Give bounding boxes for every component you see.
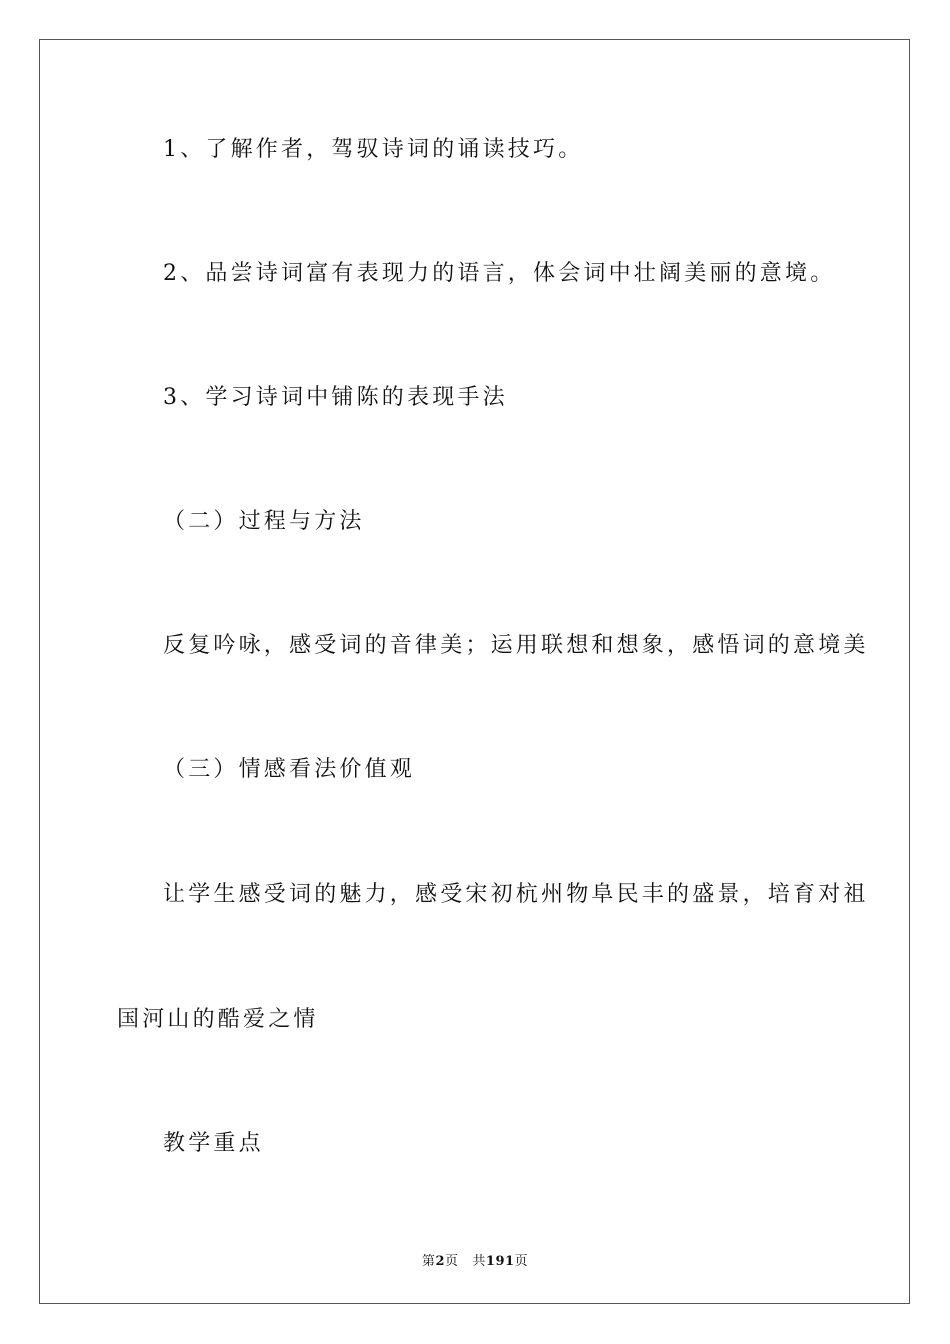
process-paragraph: 反复吟咏，感受词的音律美；运用联想和想象，感悟词的意境美 (163, 633, 869, 658)
section-heading-emotion: （三）情感看法价值观 (163, 757, 416, 782)
page-border (39, 39, 910, 1304)
section-heading-key-points: 教学重点 (163, 1131, 264, 1156)
objective-line-2: 2、品尝诗词富有表现力的语言，体会词中壮阔美丽的意境。 (163, 261, 836, 286)
footer-page-suffix: 页 (444, 1254, 459, 1269)
footer-total-pages: 191 (485, 1254, 515, 1269)
footer-page-number: 2 (435, 1254, 445, 1269)
objective-line-1: 1、了解作者，驾驭诗词的诵读技巧。 (163, 137, 584, 162)
page-footer (0, 1250, 950, 1269)
footer-total-prefix: 共 (472, 1254, 486, 1269)
section-heading-process: （二）过程与方法 (163, 509, 365, 534)
objective-line-3: 3、学习诗词中铺陈的表现手法 (163, 385, 508, 410)
emotion-paragraph-line-2: 国河山的酷爱之情 (117, 1007, 319, 1032)
emotion-paragraph-line-1: 让学生感受词的魅力，感受宋初杭州物阜民丰的盛景，培育对祖 (163, 882, 869, 907)
footer-page-prefix: 第 (421, 1254, 436, 1269)
footer-total-suffix: 页 (514, 1254, 529, 1269)
